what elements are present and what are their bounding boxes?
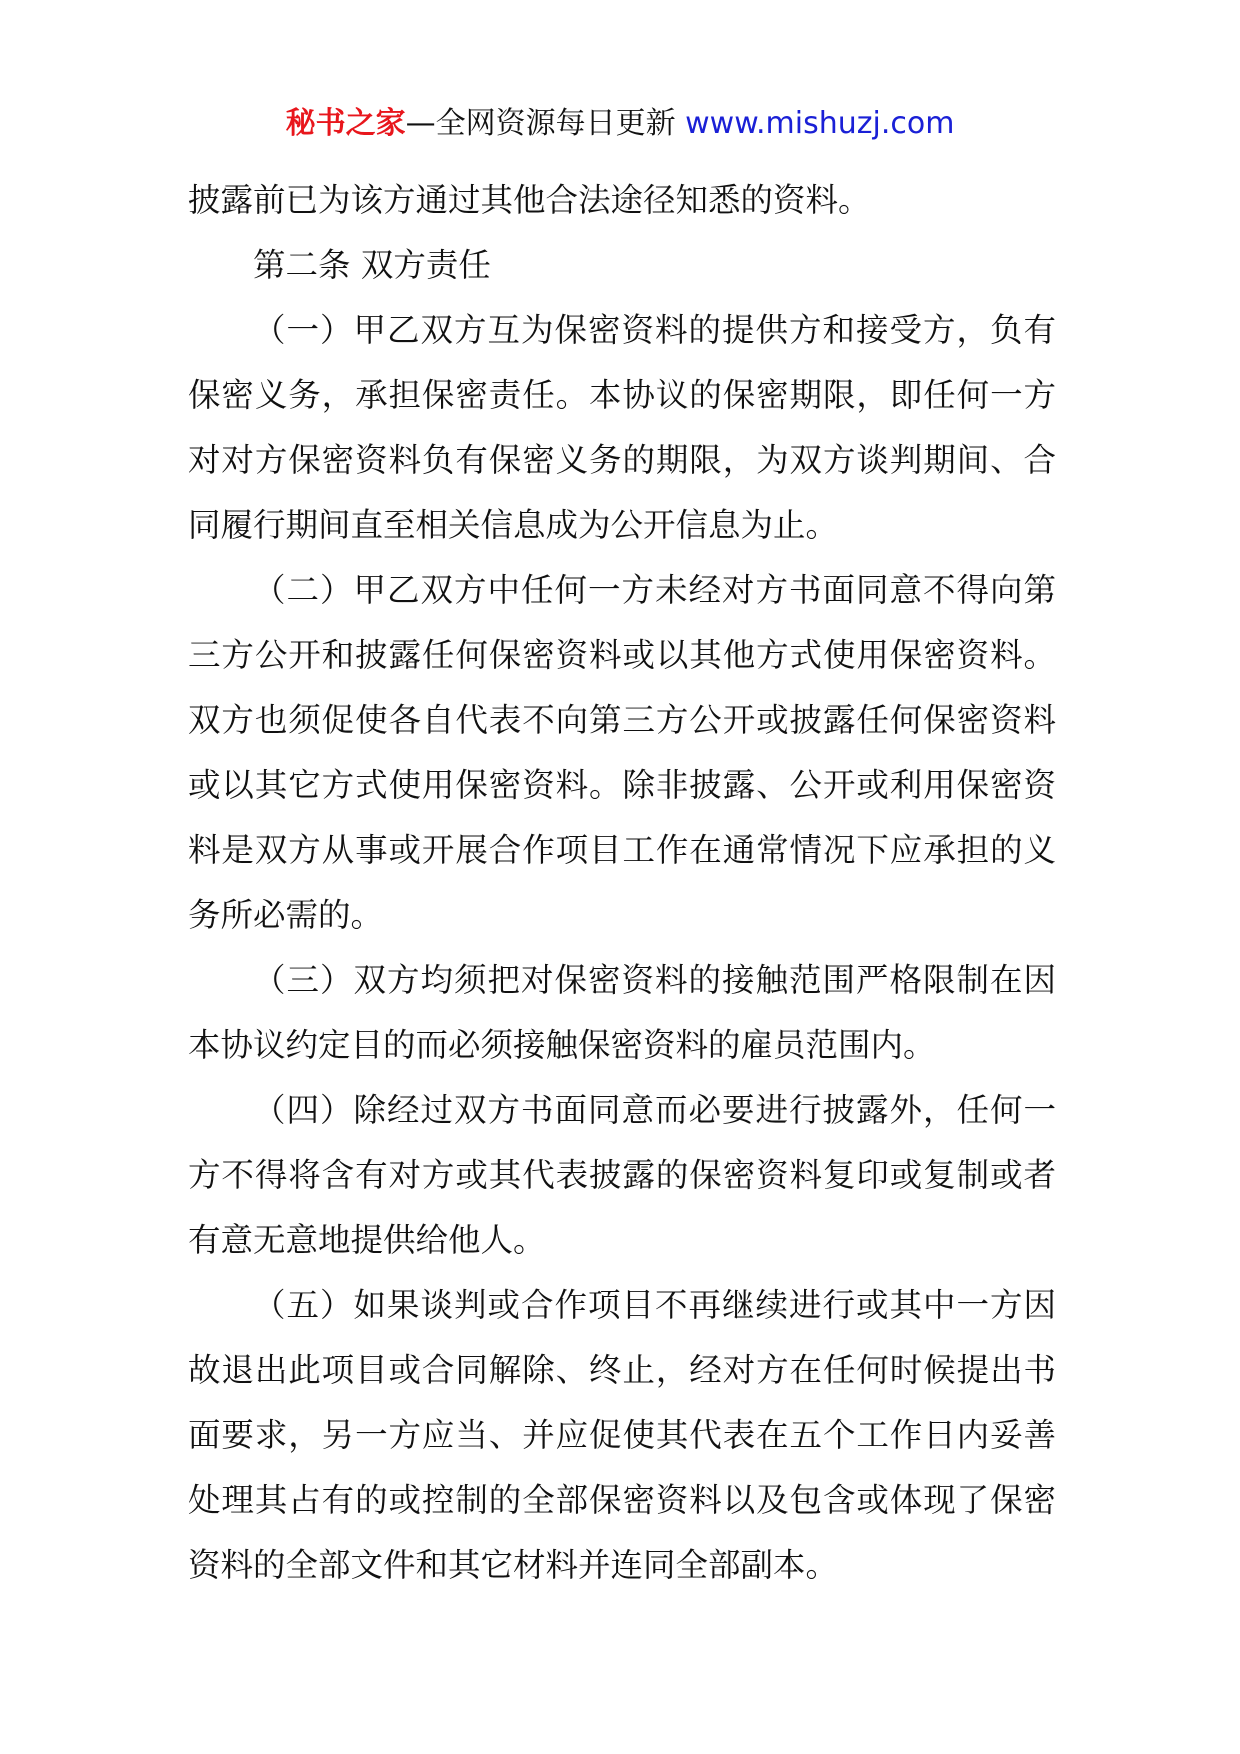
site-slogan: —全网资源每日更新 <box>405 106 676 141</box>
clause-paragraph: （四）除经过双方书面同意而必要进行披露外，任何一方不得将含有对方或其代表披露的保密资料复印或复制或者有意无意地提供给他人。 <box>188 1091 1056 1259</box>
site-brand: 秘书之家 <box>285 106 406 141</box>
clause-paragraph: （五）如果谈判或合作项目不再继续进行或其中一方因故退出此项目或合同解除、终止，经对方在任何时候提出书面要求，另一方应当、并应促使其代表在五个工作日内妥善处理其占有的或控制的全部保密资料以及包含或体现了保密资料的全部文件和其它材料并连同全部副本。 <box>188 1286 1056 1584</box>
article-heading: 第二条 双方责任 <box>253 246 491 284</box>
clause-paragraph: （三）双方均须把对保密资料的接触范围严格限制在因本协议约定目的而必须接触保密资料的雇员范围内。 <box>188 961 1056 1064</box>
site-url-link[interactable]: www.mishuzj.com <box>685 106 955 141</box>
site-header <box>0 102 1240 146</box>
clause-paragraph: （二）甲乙双方中任何一方未经对方书面同意不得向第三方公开和披露任何保密资料或以其他方式使用保密资料。双方也须促使各自代表不向第三方公开或披露任何保密资料或以其它方式使用保密资料。除非披露、公开或利用保密资料是双方从事或开展合作项目工作在通常情况下应承担的义务所必需的。 <box>188 571 1056 934</box>
paragraph-continued: 披露前已为该方通过其他合法途径知悉的资料。 <box>188 181 871 219</box>
document-body <box>188 168 1056 1598</box>
clause-paragraph: （一）甲乙双方互为保密资料的提供方和接受方，负有保密义务，承担保密责任。本协议的保密期限，即任何一方对对方保密资料负有保密义务的期限，为双方谈判期间、合同履行期间直至相关信息成为公开信息为止。 <box>188 311 1056 544</box>
